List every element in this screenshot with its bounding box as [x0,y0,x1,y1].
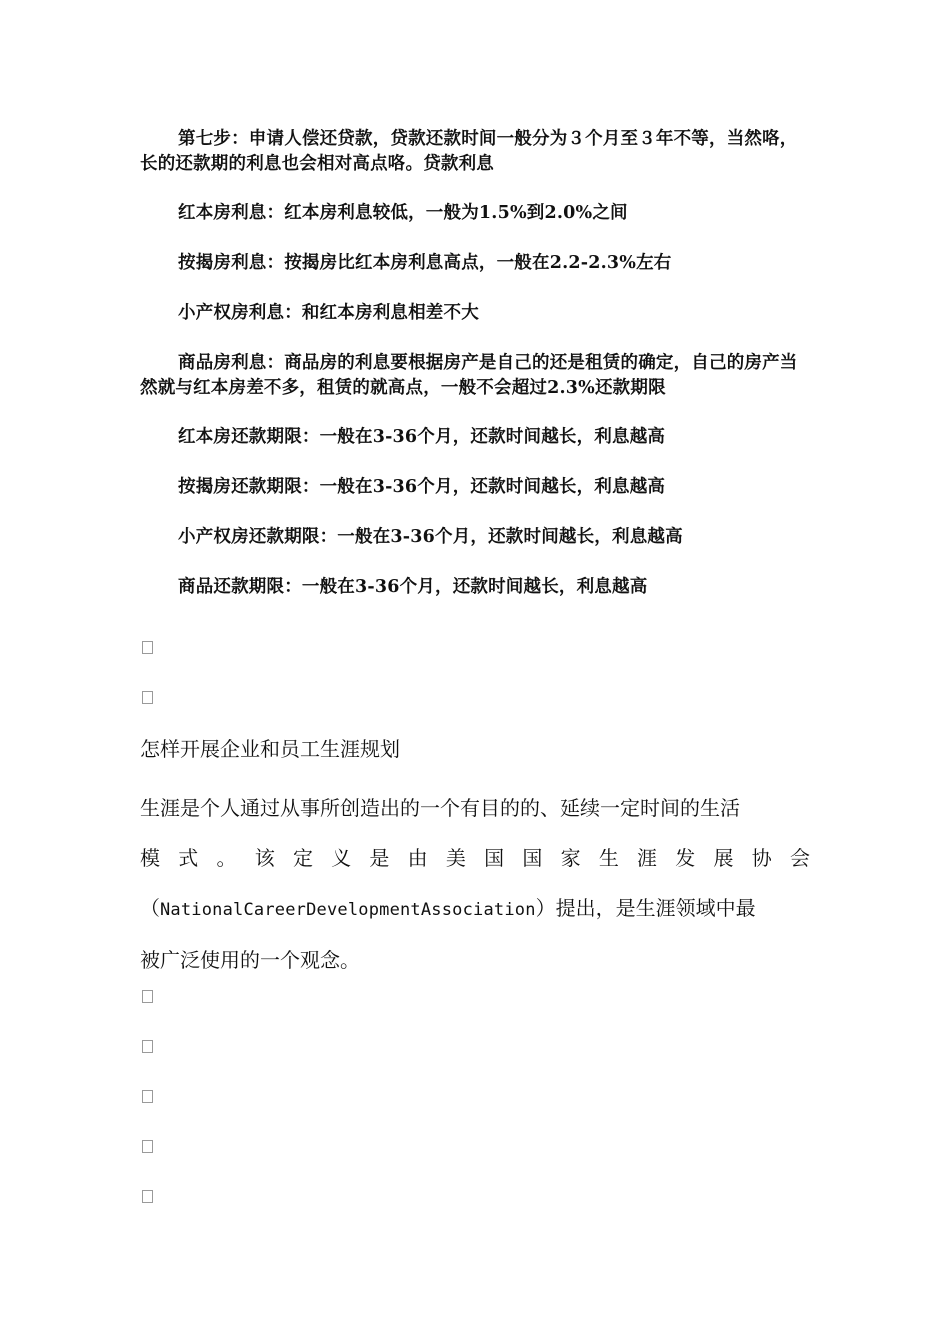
paragraph-line [140,883,810,935]
char: 国 [522,846,543,870]
missing-glyph-box [142,1140,153,1153]
paragraph-line-spread [140,833,810,883]
char: 涯 [637,846,658,870]
char: 发 [675,846,696,870]
char: 展 [713,846,734,870]
char: 模 [140,846,160,870]
paragraph-red-book-term: 红本房还款期限：一般在3-36个月，还款时间越长，利息越高 [178,427,666,447]
paragraph-commercial-interest: 商品房利息：商品房的利息要根据房产是自己的还是租赁的确定，自己的房产当然就与红本房差不多，租赁的就高点，一般不会超过2.3%还款期限 [140,353,798,398]
paragraph-small-property-term: 小产权房还款期限：一般在3-36个月，还款时间越长，利息越高 [178,527,683,547]
paragraph-commercial-term: 商品还款期限：一般在3-36个月，还款时间越长，利息越高 [178,577,648,597]
char: 。 [216,846,237,870]
char: 生 [598,846,619,870]
missing-glyph-box [142,1090,153,1103]
char: 义 [331,846,352,870]
paragraph-mortgage-term: 按揭房还款期限：一般在3-36个月，还款时间越长，利息越高 [178,477,666,497]
missing-glyph-box [142,1040,153,1053]
char: 美 [445,846,466,870]
char: 式 [178,846,199,870]
char: 定 [292,846,313,870]
paragraph-line: 被广泛使用的一个观念。 [140,948,360,972]
paragraph-red-book-interest: 红本房利息：红本房利息较低，一般为1.5%到2.0%之间 [178,203,628,223]
paragraph-small-property-interest: 小产权房利息：和红本房利息相差不大 [178,303,479,323]
paragraph-mortgage-interest: 按揭房利息：按揭房比红本房利息高点，一般在2.2-2.3%左右 [178,253,672,273]
paragraph-line: 生涯是个人通过从事所创造出的一个有目的的、延续一定时间的生活 [140,796,740,820]
char: 该 [254,846,275,870]
char: 家 [560,846,581,870]
char: 是 [369,846,390,870]
missing-glyph-box [142,641,153,654]
career-definition-paragraph [140,783,810,985]
line-rest: ）提出，是生涯领域中最 [535,896,756,920]
char: 协 [751,846,772,870]
open-paren: （ [140,896,160,920]
missing-glyph-box [142,990,153,1003]
char: 国 [484,846,505,870]
section-heading: 怎样开展企业和员工生涯规划 [140,737,400,761]
association-name: NationalCareerDevelopmentAssociation [160,900,536,920]
char: 会 [789,846,810,870]
missing-glyph-box [142,691,153,704]
char: 由 [407,846,428,870]
missing-glyph-box [142,1190,153,1203]
paragraph-step-seven: 第七步：申请人偿还贷款，贷款还款时间一般分为３个月至３年不等，当然咯，长的还款期的利息也会相对高点咯。贷款利息 [140,129,798,174]
